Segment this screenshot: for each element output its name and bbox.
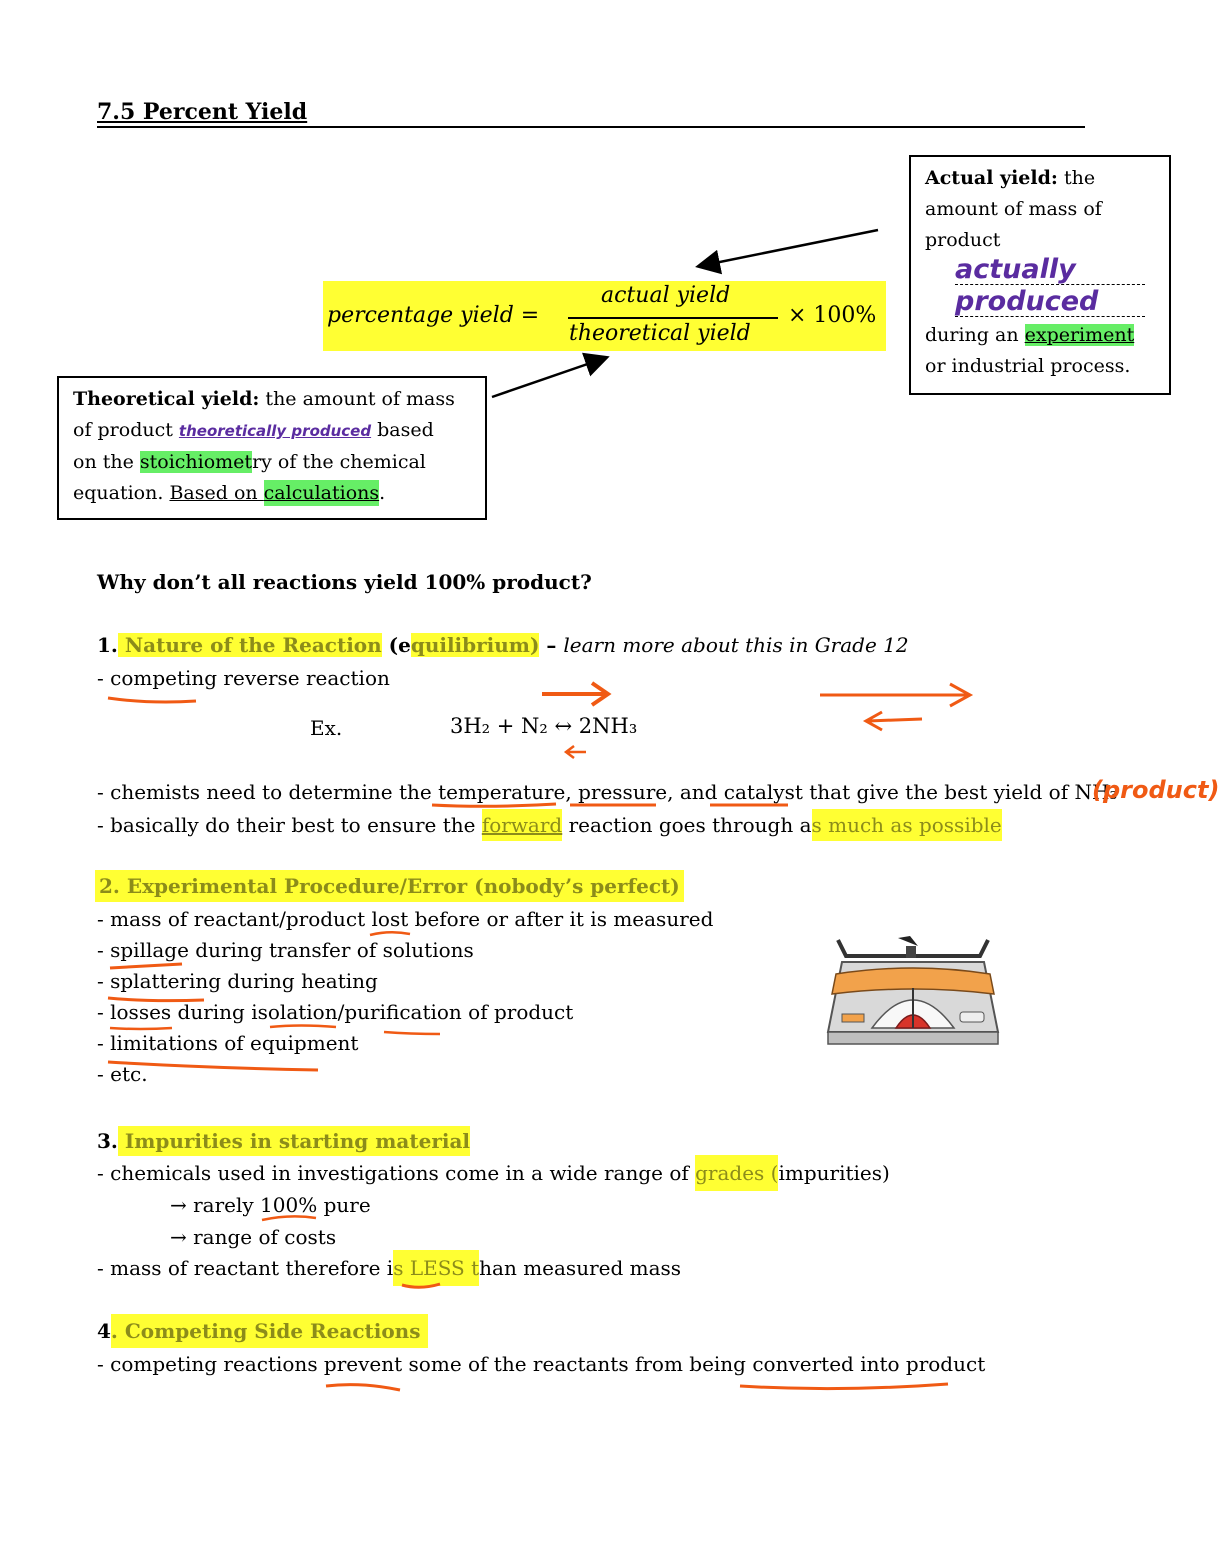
- highlight-calculations: calculations: [263, 482, 380, 504]
- section-1-bullet-3: - basically do their best to ensure the forward reaction goes through as much as possible: [97, 812, 1002, 838]
- page-title: 7.5 Percent Yield: [97, 98, 1085, 128]
- section-3-heading: 3. Impurities in starting material: [97, 1128, 470, 1154]
- section-3-bullet-2: - mass of reactant therefore is LESS than measured mass: [97, 1255, 681, 1281]
- theoretical-yield-definition: Theoretical yield: the amount of mass of product theoretically produced based on the stoichiometry of the chemical equation. Based on calculations.: [73, 388, 455, 504]
- actual-yield-term: Actual yield:: [925, 167, 1058, 189]
- section-4-bullet-1: - competing reactions prevent some of the reactants from being converted into product: [97, 1352, 986, 1376]
- section-1-bullet-2: - chemists need to determine the temperature, pressure, and catalyst that give the best yield of NH₃: [97, 780, 1118, 804]
- equation-lhs: percentage yield =: [327, 303, 540, 328]
- handwritten-produced: produced: [955, 288, 1145, 317]
- handwritten-product: (product): [1092, 776, 1219, 804]
- list-item: - limitations of equipment: [97, 1031, 359, 1055]
- handwritten-theoretically-produced: theoretically produced: [178, 422, 372, 440]
- example-label: Ex.: [310, 716, 343, 740]
- equation-numerator: actual yield: [601, 283, 731, 308]
- list-item: - losses during isolation/purification of product: [97, 1000, 574, 1024]
- section-question: Why don’t all reactions yield 100% product?: [97, 570, 592, 594]
- list-item: - etc.: [97, 1062, 148, 1086]
- equation-multiplier: × 100%: [788, 303, 877, 328]
- underline-converted-into-product: [740, 1384, 948, 1389]
- highlight-stoichiometry: stoichiomet: [139, 451, 253, 473]
- highlight-much-as-possible: s much as possible: [812, 809, 1002, 841]
- actual-yield-definition: Actual yield: the amount of mass of product actually produced during an experiment or industrial process.: [925, 163, 1155, 382]
- handwritten-actually: actually: [955, 256, 1145, 285]
- list-item: - splattering during heating: [97, 969, 378, 993]
- equation-denominator: theoretical yield: [569, 321, 751, 346]
- theoretical-yield-term: Theoretical yield:: [73, 388, 260, 410]
- highlight-nature-of-reaction: Nature of the Reaction: [117, 633, 382, 657]
- section-1-bullet-1: - competing reverse reaction: [97, 666, 390, 690]
- highlight-less: s LESS t: [393, 1250, 479, 1286]
- highlight-grades: grades (: [695, 1155, 778, 1191]
- section-4-heading: 4. Competing Side Reactions: [97, 1318, 428, 1344]
- section-2-heading: 2. Experimental Procedure/Error (nobody’s perfect): [95, 873, 684, 899]
- section-1-heading: 1. Nature of the Reaction (equilibrium) – learn more about this in Grade 12: [97, 633, 909, 657]
- section-3-sub-2: → range of costs: [170, 1225, 337, 1249]
- section-3-bullet-1: - chemicals used in investigations come in a wide range of grades (impurities): [97, 1160, 890, 1186]
- highlight-experiment: experiment: [1024, 324, 1135, 346]
- highlight-competing-side-reactions: . Competing Side Reactions: [111, 1314, 429, 1348]
- underline-prevent: [326, 1385, 400, 1390]
- list-item: - mass of reactant/product lost before or after it is measured: [97, 907, 714, 931]
- highlight-impurities: Impurities in starting material: [118, 1126, 470, 1156]
- list-item: - spillage during transfer of solutions: [97, 938, 474, 962]
- highlight-forward: forward: [482, 809, 562, 841]
- section-3-sub-1: → rarely 100% pure: [170, 1193, 371, 1217]
- example-equation: 3H₂ + N₂ ↔ 2NH₃: [450, 714, 638, 738]
